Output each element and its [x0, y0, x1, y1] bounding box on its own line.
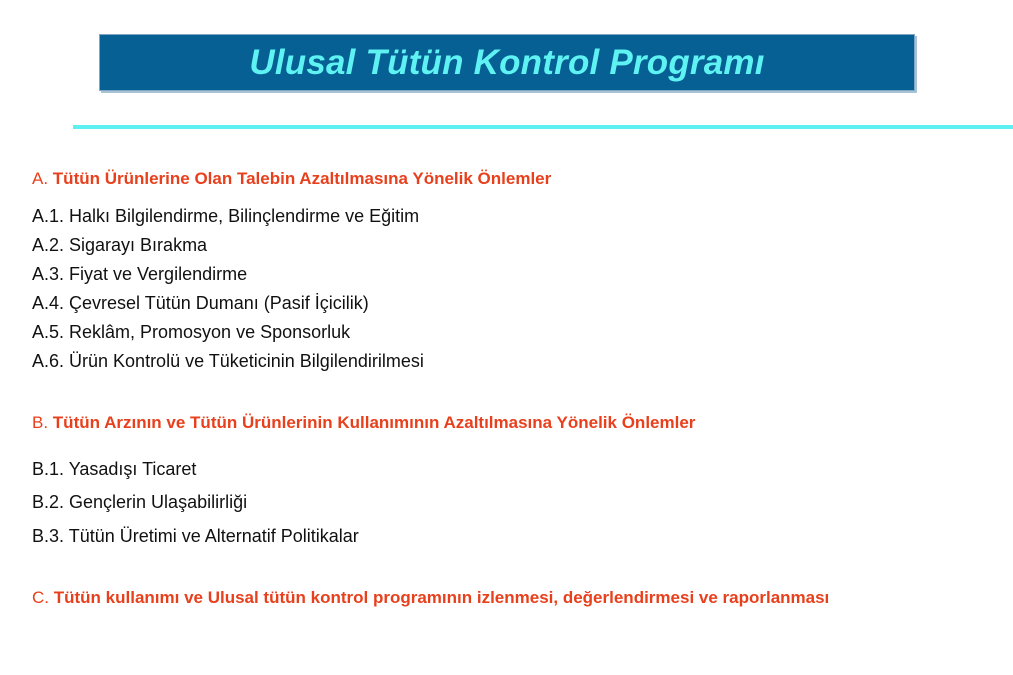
page-title: Ulusal Tütün Kontrol Programı	[249, 42, 765, 82]
list-item: B.3. Tütün Üretimi ve Alternatif Politikalar	[32, 526, 359, 546]
list-item: A.3. Fiyat ve Vergilendirme	[32, 264, 248, 284]
list-item: B.1. Yasadışı Ticaret	[32, 459, 197, 479]
section-b-title: Tütün Arzının ve Tütün Ürünlerinin Kullanımının Azaltılmasına Yönelik Önlemler	[52, 413, 696, 432]
list-item: A.5. Reklâm, Promosyon ve Sponsorluk	[32, 322, 351, 342]
title-divider	[73, 125, 1013, 129]
section-b-heading	[32, 413, 695, 433]
section-c-title: Tütün kullanımı ve Ulusal tütün kontrol programının izlenmesi, değerlendirmesi ve raporlanması	[53, 588, 830, 607]
list-item: A.1. Halkı Bilgilendirme, Bilinçlendirme ve Eğitim	[32, 206, 420, 226]
section-b-letter: B.	[32, 413, 49, 432]
section-c-heading	[32, 588, 829, 608]
section-a-heading	[32, 169, 551, 189]
section-a-letter: A.	[32, 169, 49, 188]
list-item: A.4. Çevresel Tütün Dumanı (Pasif İçicilik)	[32, 293, 369, 313]
list-item: B.2. Gençlerin Ulaşabilirliği	[32, 492, 248, 512]
list-item: A.2. Sigarayı Bırakma	[32, 235, 208, 255]
section-a-title: Tütün Ürünlerine Olan Talebin Azaltılmasına Yönelik Önlemler	[52, 169, 552, 188]
section-c-letter: C.	[32, 588, 49, 607]
title-banner	[99, 34, 915, 91]
list-item: A.6. Ürün Kontrolü ve Tüketicinin Bilgilendirilmesi	[32, 351, 424, 371]
